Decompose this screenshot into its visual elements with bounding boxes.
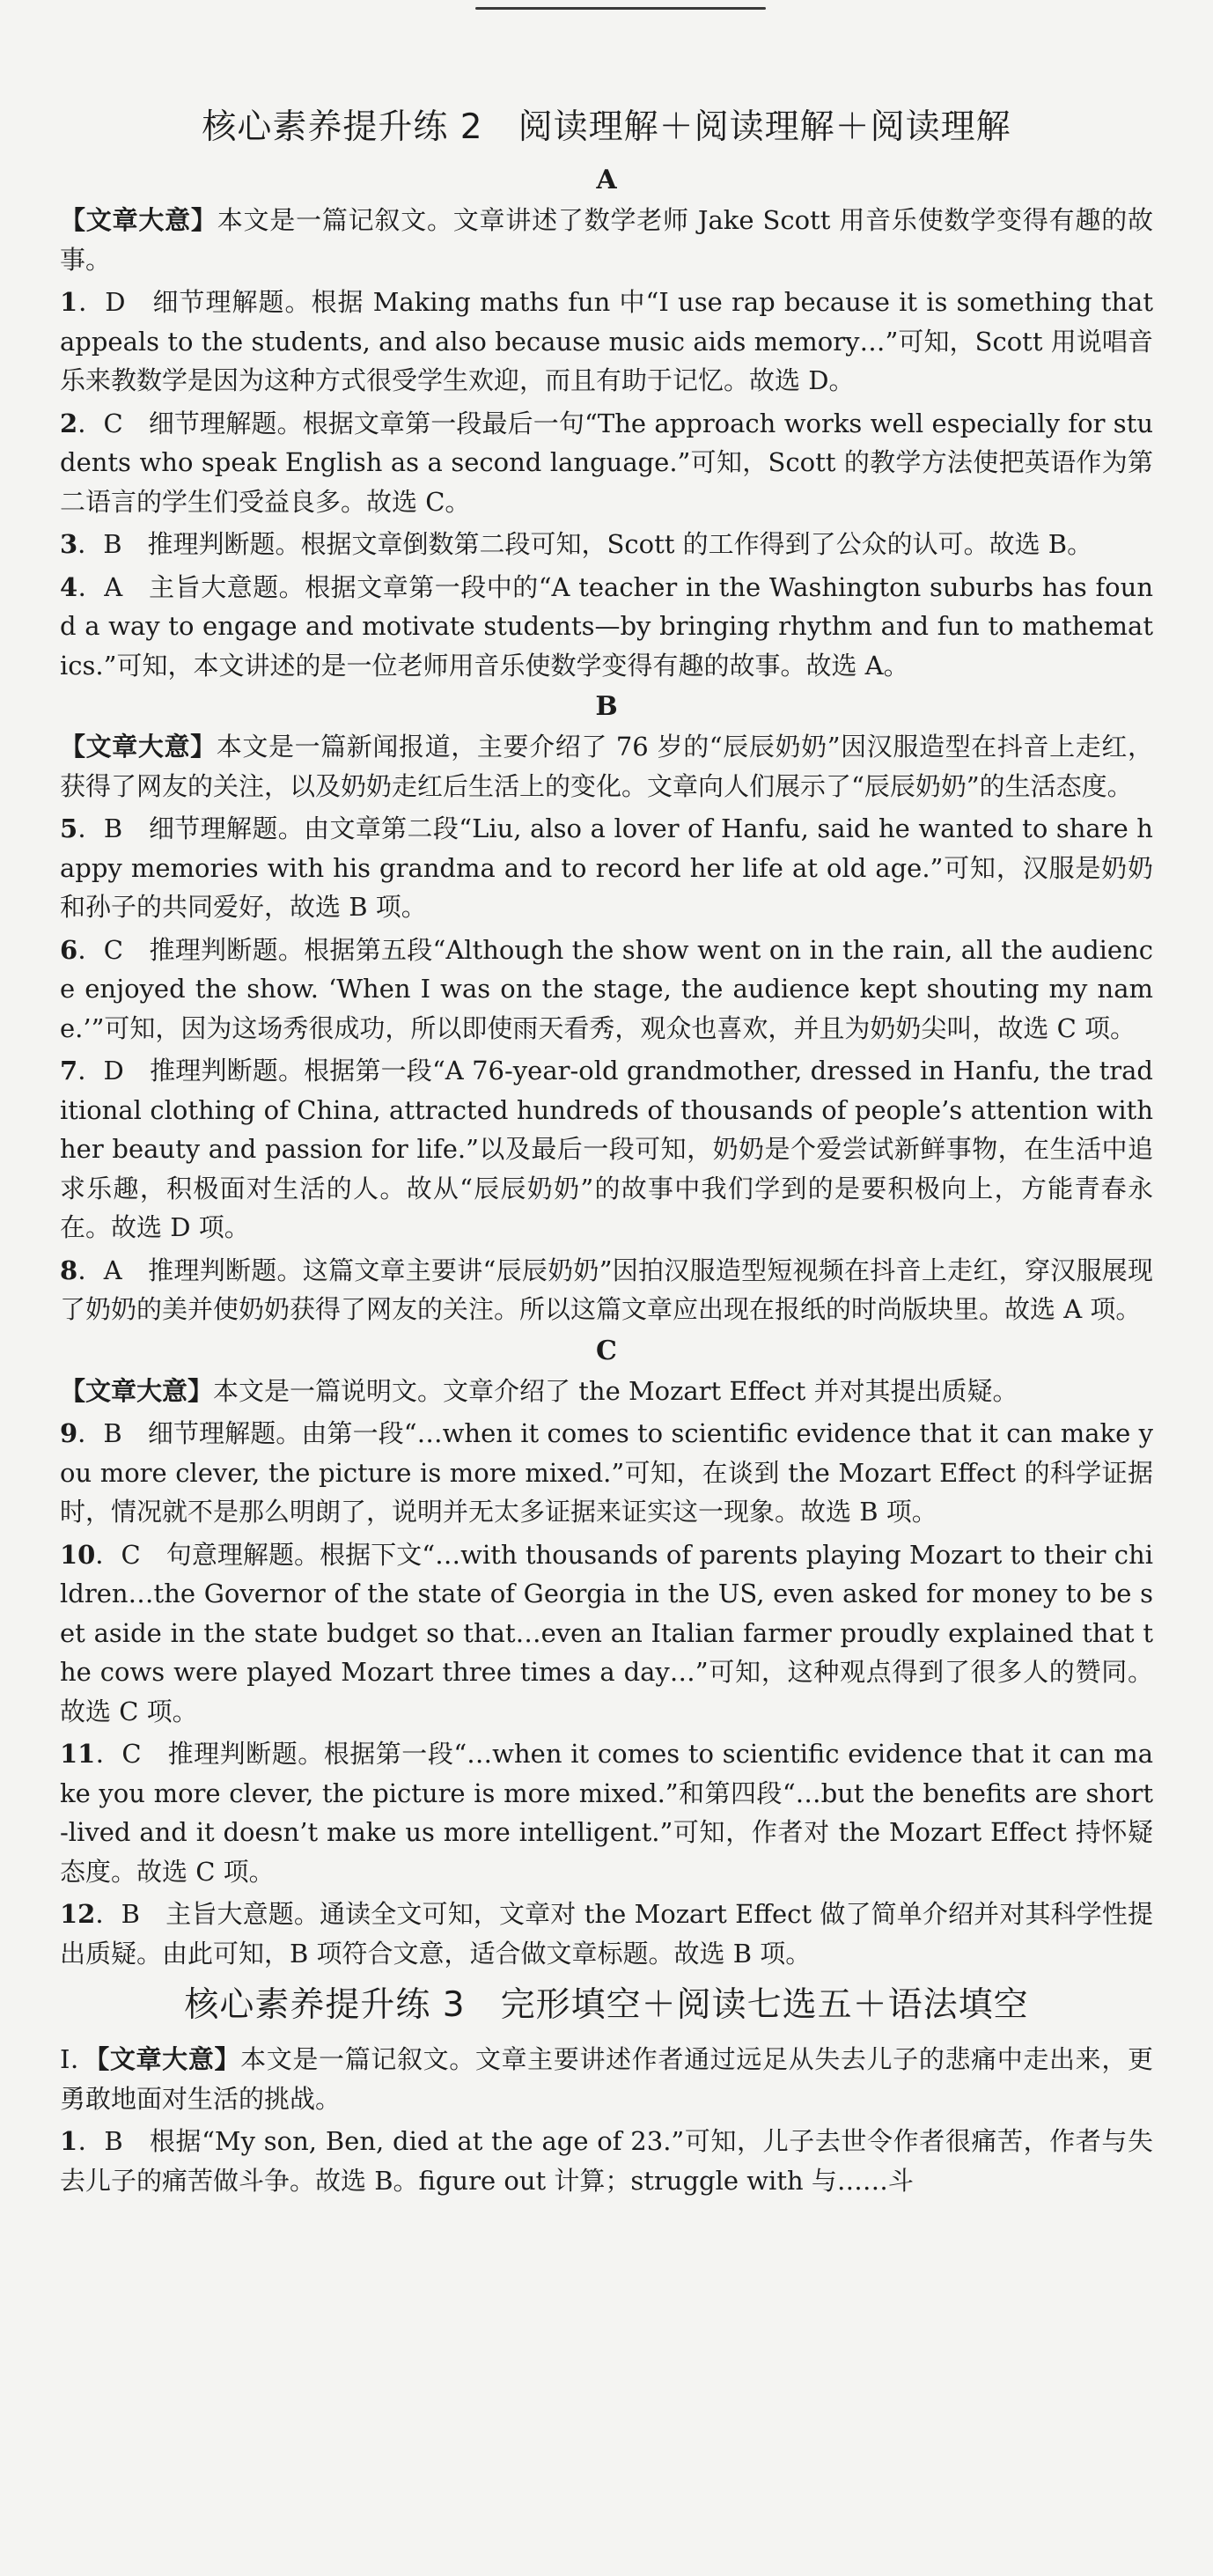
answer-item [60, 404, 1153, 522]
item-number: 2 [60, 408, 78, 438]
item-number: 3 [60, 529, 78, 559]
item-number: 1 [60, 2126, 78, 2156]
answer-item [60, 525, 1153, 564]
answer-item [60, 2122, 1153, 2200]
answer-item [60, 1414, 1153, 1532]
summary-a [60, 201, 1153, 279]
section-title-2: 核心素养提升练 2 阅读理解＋阅读理解＋阅读理解 [202, 107, 1011, 147]
answer-item [60, 283, 1153, 401]
item-number: 5 [60, 813, 78, 843]
summary-text: 本文是一篇记叙文。文章讲述了数学老师 Jake Scott 用音乐使数学变得有趣的故事。 [60, 205, 1153, 275]
answer-item [60, 809, 1153, 927]
summary-label: 【文章大意】 [96, 2044, 241, 2074]
item-number: 7 [60, 1056, 78, 1086]
item-text: ．C 句意理解题。根据下文“…with thousands of parents playing Mozart to their children…the Governor of the state of Georgia in the US, even asked for money to be set aside in the state budget so that…even an Italian farmer proudly explained that the cows were played Mozart three times a day…”可知，这种观点得到了很多人的赞同。故选 C 项。 [60, 1539, 1153, 1726]
summary-label: 【文章大意】 [60, 732, 217, 762]
top-edge-line [475, 7, 766, 10]
answer-item [60, 931, 1153, 1049]
item-number: 12 [60, 1899, 96, 1929]
item-text: ．C 推理判断题。根据第五段“Although the show went on in the rain, all the audience enjoyed the show. ‘When I was on the stage, the audience kept shouting my name.’”可知，因为这场秀很成功，所以即使雨天看秀，观众也喜欢，并且为奶奶尖叫，故选 C 项。 [60, 934, 1153, 1043]
item-text: ．D 细节理解题。根据 Making maths fun 中“I use rap because it is something that appeals to the students, and also because music aids memory…”可知，Scott 用说唱音乐来教数学是因为这种方式很受学生欢迎，而且有助于记忆。故选 D。 [60, 287, 1153, 395]
passage-letter-a: A [596, 165, 617, 195]
item-number: 8 [60, 1255, 78, 1285]
item-number: 11 [60, 1739, 96, 1769]
item-number: 6 [60, 934, 78, 965]
answer-item [60, 1895, 1153, 1973]
passage-letter-c: C [596, 1335, 617, 1366]
summary-c [60, 1372, 1153, 1411]
answer-item [60, 1535, 1153, 1732]
answer-item [60, 568, 1153, 686]
summary-label: 【文章大意】 [60, 205, 217, 235]
item-text: ．D 推理判断题。根据第一段“A 76-year-old grandmother, dressed in Hanfu, the traditional clothing of China, attracted hundreds of thousands of people’s attention with her beauty and passion for life.”以及最后一段可知，奶奶是个爱尝试新鲜事物，在生活中追求乐趣，积极面对生活的人。故从“辰辰奶奶”的故事中我们学到的是要积极向上，方能青春永在。故选 D 项。 [60, 1056, 1153, 1242]
item-text: ．A 推理判断题。这篇文章主要讲“辰辰奶奶”因拍汉服造型短视频在抖音上走红，穿汉服展现了奶奶的美并使奶奶获得了网友的关注。所以这篇文章应出现在报纸的时尚版块里。故选 A 项。 [60, 1255, 1153, 1324]
answer-item [60, 1734, 1153, 1891]
summary-text: 本文是一篇新闻报道，主要介绍了 76 岁的“辰辰奶奶”因汉服造型在抖音上走红，获得了网友的关注，以及奶奶走红后生活上的变化。文章向人们展示了“辰辰奶奶”的生活态度。 [60, 732, 1153, 801]
summary-label: 【文章大意】 [60, 1375, 214, 1406]
item-text: ．C 细节理解题。根据文章第一段最后一句“The approach works well especially for students who speak English as a second language.”可知，Scott 的教学方法使把英语作为第二语言的学生们受益良多。故选 C。 [60, 408, 1153, 517]
answer-page [60, 106, 1153, 2204]
item-number: 9 [60, 1418, 78, 1448]
item-number: 1 [60, 287, 78, 317]
summary-text: 本文是一篇记叙文。文章主要讲述作者通过远足从失去儿子的悲痛中走出来，更勇敢地面对生活的挑战。 [60, 2044, 1153, 2114]
summary-b [60, 727, 1153, 806]
item-text: ．C 推理判断题。根据第一段“…when it comes to scientific evidence that it can make you more clever, the picture is more mixed.”和第四段“…but the benefits are short-lived and it doesn’t make us more intelligent.”可知，作者对 the Mozart Effect 持怀疑态度。故选 C 项。 [60, 1739, 1153, 1887]
item-text: ．B 推理判断题。根据文章倒数第二段可知，Scott 的工作得到了公众的认可。故选 B。 [77, 529, 1093, 559]
item-text: ．B 细节理解题。由第一段“…when it comes to scientific evidence that it can make you more clever, the picture is more mixed.”可知，在谈到 the Mozart Effect 的科学证据时，情况就不是那么明朗了，说明并无太多证据来证实这一现象。故选 B 项。 [60, 1418, 1153, 1527]
roman-numeral: Ⅰ． [60, 2044, 97, 2074]
item-text: ．A 主旨大意题。根据文章第一段中的“A teacher in the Washington suburbs has found a way to engage and motivate students—by bringing rhythm and fun to mathematics.”可知，本文讲述的是一位老师用音乐使数学变得有趣的故事。故选 A。 [60, 571, 1153, 681]
item-text: ．B 根据“My son, Ben, died at the age of 23.”可知，儿子去世令作者很痛苦，作者与失去儿子的痛苦做斗争。故选 B。figure out 计算；struggle with 与……斗 [60, 2126, 1153, 2196]
item-text: ．B 细节理解题。由文章第二段“Liu, also a lover of Hanfu, said he wanted to share happy memories with his grandma and to record her life at old age.”可知，汉服是奶奶和孙子的共同爱好，故选 B 项。 [60, 813, 1153, 922]
answer-item [60, 1051, 1153, 1248]
item-text: ．B 主旨大意题。通读全文可知，文章对 the Mozart Effect 做了简单介绍并对其科学性提出质疑。由此可知，B 项符合文意，适合做文章标题。故选 B 项。 [60, 1899, 1153, 1969]
section-title-3: 核心素养提升练 3 完形填空＋阅读七选五＋语法填空 [184, 1985, 1029, 2025]
item-number: 10 [60, 1539, 96, 1570]
summary-text: 本文是一篇说明文。文章介绍了 the Mozart Effect 并对其提出质疑。 [213, 1375, 1018, 1406]
passage-letter-b: B [595, 691, 618, 722]
item-number: 4 [60, 571, 78, 602]
answer-item [60, 1251, 1153, 1329]
summary-part1 [60, 2040, 1153, 2118]
